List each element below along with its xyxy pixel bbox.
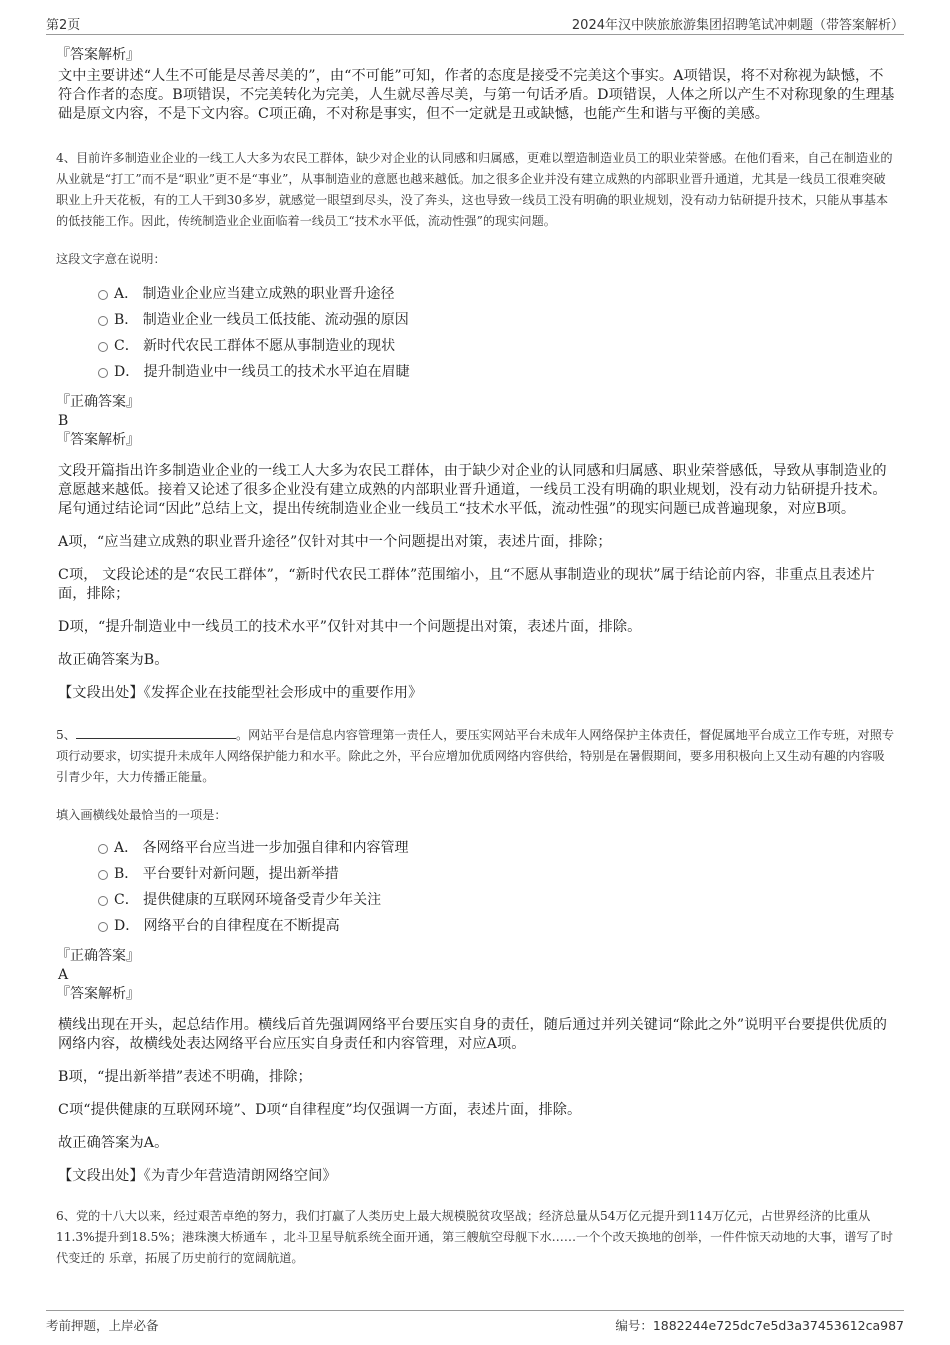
- correct-answer-label: 『正确答案』: [56, 394, 140, 410]
- radio-icon[interactable]: [98, 896, 108, 906]
- analysis-paragraph: B项，“提出新举措”表述不明确，排除；: [58, 1069, 312, 1085]
- question-6-stem: 6、党的十八大以来，经过艰苦卓绝的努力，我们打赢了人类历史上最大规模脱贫攻坚战；经济总量从54万亿元提升到114万亿元，占世界经济的比重从11.3%提升到18.5%；港珠澳大桥通车 ，北斗卫星导航系统全面开通，第三艘航空母舰下水……一个个改天换地的创举，一件件惊天动地的大事，谱写了时代变迁的 乐章，拓展了历史前行的宽阔航道。: [56, 1209, 893, 1265]
- question-5-options: [56, 835, 896, 939]
- option-c[interactable]: C． 提供健康的互联网环境备受青少年关注: [56, 887, 896, 913]
- analysis-label: 『答案解析』: [56, 432, 140, 448]
- analysis-paragraph: D项，“提升制造业中一线员工的技术水平”仅针对其中一个问题提出对策，表述片面，排除。: [58, 619, 642, 635]
- analysis-paragraph: 文中主要讲述“人生不可能是尽善尽美的”，由“不可能”可知，作者的态度是接受不完美这个事实。A项错误，将不对称视为缺憾，不符合作者的态度。B项错误，不完美转化为完美，人生就尽善尽美，与第一句话矛盾。D项错误，人体之所以产生不对称现象的生理基础是原文内容，不是下文内容。C项正确，不对称是事实，但不一定就是丑或缺憾，也能产生和谐与平衡的美感。: [58, 68, 895, 122]
- source-title: 《发挥企业在技能型社会形成中的重要作用》: [143, 685, 423, 701]
- question-5-stem: 5、 。网站平台是信息内容管理第一责任人，要压实网站平台未成年人网络保护主体责任，督促属地平台成立工作专班，对照专项行动要求，切实提升未成年人网络保护能力和水平。除此之外，平台应增加优质网络内容供给，特别是在暑假期间，要多用积极向上又生动有趣的内容吸引青少年，大力传播正能量。: [56, 728, 895, 784]
- analysis-paragraph: 文段开篇指出许多制造业企业的一线工人大多为农民工群体，由于缺少对企业的认同感和归属感、职业荣誉感低，导致从事制造业的意愿越来越低。接着又论述了很多企业没有建立成熟的内部职业晋升通道，一线员工没有明确的职业规划，没有动力钻研提升技术。尾句通过结论词“因此”总结上文，提出传统制造业企业一线员工“技术水平低，流动性强”的现实问题已成普遍现象，对应B项。: [58, 463, 887, 517]
- correct-answer: B: [58, 413, 69, 429]
- question-4-prompt: 这段文字意在说明：: [56, 252, 166, 266]
- question-5-analysis: [58, 1016, 896, 1186]
- question-4-stem: 4、目前许多制造业企业的一线工人大多为农民工群体，缺少对企业的认同感和归属感，更难以塑造制造业员工的职业荣誉感。在他们看来，自己在制造业的从业就是“打工”而不是“职业”更不是“事业”，从事制造业的意愿也越来越低。加之很多企业并没有建立成熟的内部职业晋升通道，尤其是一线员工很难突破职业上升天花板，有的工人干到30多岁，就感觉一眼望到尽头，没了奔头，这也导致一线员工没有明确的职业规划，没有动力钻研提升技术，只能从事基本的低技能工作。因此，传统制造业企业面临着一线员工“技术水平低，流动性强”的现实问题。: [56, 151, 893, 228]
- footer-slogan: 考前押题，上岸必备: [46, 1318, 159, 1333]
- prev-analysis: [58, 67, 896, 124]
- analysis-label: 『答案解析』: [56, 986, 140, 1002]
- document-title: 2024年汉中陕旅旅游集团招聘笔试冲刺题（带答案解析）: [571, 18, 904, 33]
- option-b[interactable]: B． 平台要针对新问题，提出新举措: [56, 861, 896, 887]
- radio-icon[interactable]: [98, 290, 108, 300]
- radio-icon[interactable]: [98, 368, 108, 378]
- option-c[interactable]: C． 新时代农民工群体不愿从事制造业的现状: [56, 333, 896, 359]
- correct-answer-label: 『正确答案』: [56, 948, 140, 964]
- correct-answer: A: [58, 967, 69, 983]
- option-d[interactable]: D． 网络平台的自律程度在不断提高: [56, 913, 896, 939]
- radio-icon[interactable]: [98, 844, 108, 854]
- question-4-analysis: [58, 462, 896, 703]
- page-footer: [46, 1310, 904, 1335]
- analysis-paragraph: 故正确答案为A。: [58, 1135, 169, 1151]
- source-title: 《为青少年营造清朗网络空间》: [143, 1168, 337, 1184]
- analysis-paragraph: C项， 文段论述的是“农民工群体”，“新时代农民工群体”范围缩小，且“不愿从事制造业的现状”属于结论前内容，非重点且表述片面，排除；: [58, 567, 875, 602]
- question-4-options: [56, 281, 896, 385]
- option-d[interactable]: D． 提升制造业中一线员工的技术水平迫在眉睫: [56, 359, 896, 385]
- option-a[interactable]: A． 制造业企业应当建立成熟的职业晋升途径: [56, 281, 896, 307]
- option-a[interactable]: A． 各网络平台应当进一步加强自律和内容管理: [56, 835, 896, 861]
- page-content: [56, 46, 896, 1269]
- page-number: 第2页: [46, 18, 81, 33]
- radio-icon[interactable]: [98, 922, 108, 932]
- analysis-paragraph: 故正确答案为B。: [58, 652, 169, 668]
- question-5-prompt: 填入画横线处最恰当的一项是：: [56, 808, 227, 822]
- page-header: [46, 12, 904, 35]
- document-serial: 编号：1882244e725dc7e5d3a37453612ca987: [615, 1318, 904, 1333]
- analysis-paragraph: C项“提供健康的互联网环境”、D项“自律程度”均仅强调一方面，表述片面，排除。: [58, 1102, 582, 1118]
- option-b[interactable]: B． 制造业企业一线员工低技能、流动强的原因: [56, 307, 896, 333]
- fill-blank: [76, 726, 236, 739]
- radio-icon[interactable]: [98, 316, 108, 326]
- analysis-paragraph: A项，“应当建立成熟的职业晋升途径”仅针对其中一个问题提出对策，表述片面，排除；: [58, 534, 612, 550]
- radio-icon[interactable]: [98, 342, 108, 352]
- radio-icon[interactable]: [98, 870, 108, 880]
- source-line: 【文段出处】《发挥企业在技能型社会形成中的重要作用》: [58, 685, 423, 701]
- analysis-paragraph: 横线出现在开头，起总结作用。横线后首先强调网络平台要压实自身的责任，随后通过并列关键词“除此之外”说明平台要提供优质的网络内容，故横线处表达网络平台应压实自身责任和内容管理，对应A项。: [58, 1017, 888, 1052]
- source-line: 【文段出处】《为青少年营造清朗网络空间》: [58, 1168, 337, 1184]
- analysis-label: 『答案解析』: [56, 47, 140, 63]
